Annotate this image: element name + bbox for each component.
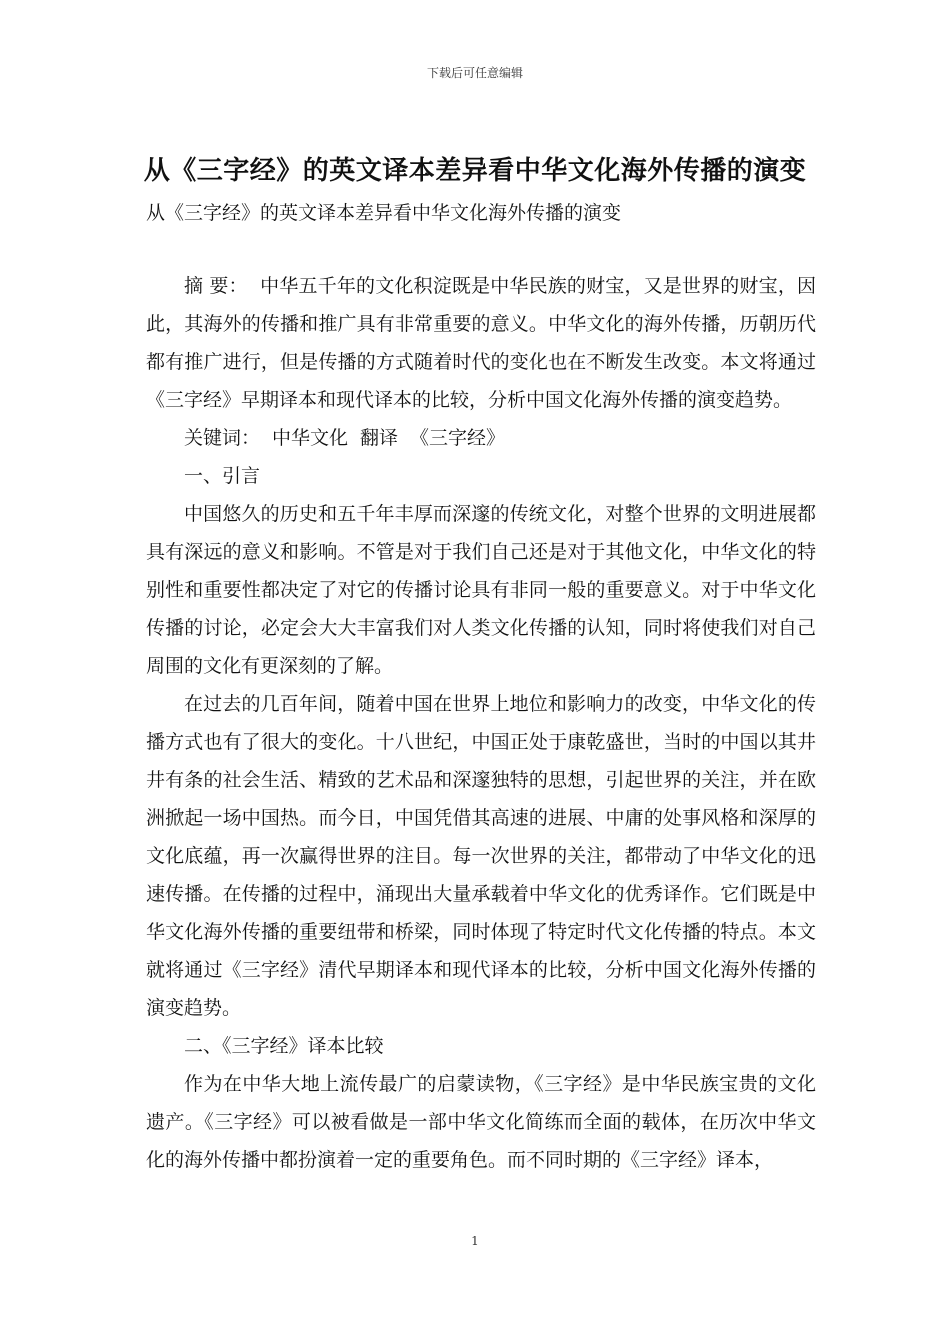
body-paragraph: 在过去的几百年间，随着中国在世界上地位和影响力的改变，中华文化的传播方式也有了很大的变化。十八世纪，中国正处于康乾盛世，当时的中国以其井井有条的社会生活、精致的艺术品和深邃独特的思想，引起世界的关注，并在欧洲掀起一场中国热。而今日，中国凭借其高速的进展、中庸的处事风格和深厚的文化底蕴，再一次赢得世界的注目。每一次世界的关注，都带动了中华文化的迅速传播。在传播的过程中，涌现出大量承载着中华文化的优秀译作。它们既是中华文化海外传播的重要纽带和桥梁，同时体现了特定时代文化传播的特点。本文就将通过《三字经》清代早期译本和现代译本的比较，分析中国文化海外传播的演变趋势。 <box>146 693 816 1019</box>
page-number: 1 <box>471 1234 479 1248</box>
body-paragraph: 中国悠久的历史和五千年丰厚而深邃的传统文化，对整个世界的文明进展都具有深远的意义和影响。不管是对于我们自己还是对于其他文化，中华文化的特别性和重要性都决定了对它的传播讨论具有非同一般的重要意义。对于中华文化传播的讨论，必定会大大丰富我们对人类文化传播的认知，同时将使我们对自己周围的文化有更深刻的了解。 <box>146 503 816 677</box>
document-subtitle: 从《三字经》的英文译本差异看中华文化海外传播的演变 <box>146 202 622 224</box>
keywords-line <box>146 419 816 457</box>
document-title: 从《三字经》的英文译本差异看中华文化海外传播的演变 <box>143 156 807 186</box>
document-body <box>146 267 816 1179</box>
keyword-item: 中华文化 <box>272 427 349 449</box>
section-heading: 二、《三字经》译本比较 <box>184 1035 384 1057</box>
keyword-item: 《三字经》 <box>410 427 506 449</box>
section-heading: 一、引言 <box>184 465 261 487</box>
abstract-label: 摘 要： <box>184 275 248 297</box>
abstract-text: 中华五千年的文化积淀既是中华民族的财宝，又是世界的财宝，因此，其海外的传播和推广具有非常重要的意义。中华文化的海外传播，历朝历代都有推广进行，但是传播的方式随着时代的变化也在不断发生改变。本文将通过《三字经》早期译本和现代译本的比较，分析中国文化海外传播的演变趋势。 <box>146 275 816 411</box>
body-paragraph: 作为在中华大地上流传最广的启蒙读物，《三字经》是中华民族宝贵的文化遗产。《三字经》可以被看做是一部中华文化简练而全面的载体，在历次中华文化的海外传播中都扮演着一定的重要角色。而不同时期的《三字经》译本， <box>146 1073 816 1171</box>
keywords-label: 关键词： <box>184 427 261 449</box>
abstract-paragraph <box>146 267 816 419</box>
page-header: 下载后可任意编辑 <box>426 66 523 80</box>
keyword-item: 翻译 <box>360 427 399 449</box>
